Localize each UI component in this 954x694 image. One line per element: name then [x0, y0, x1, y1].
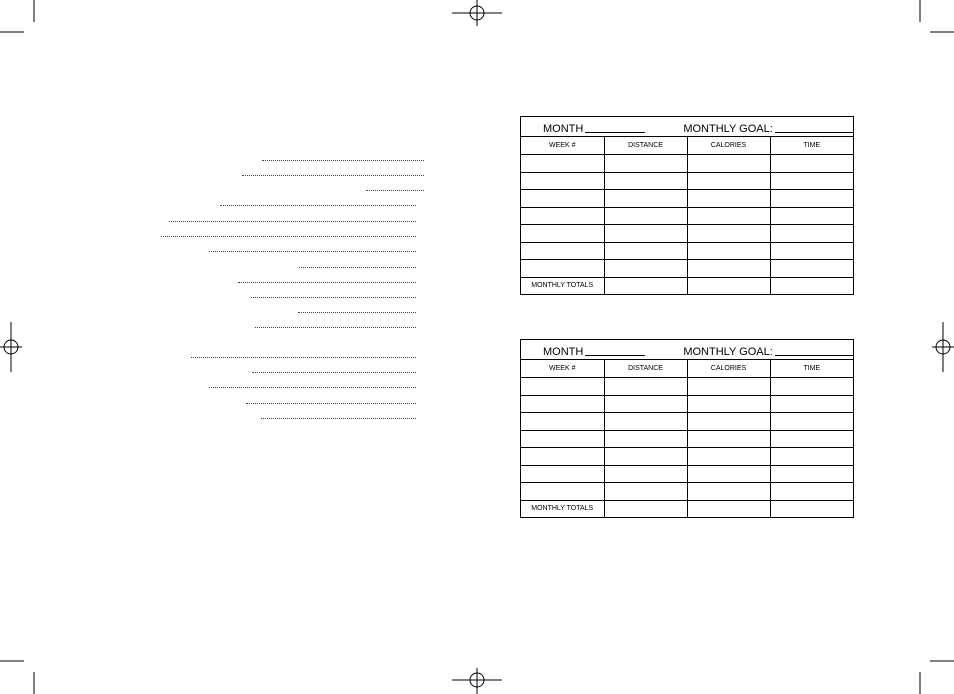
col-distance: DISTANCE — [604, 137, 687, 155]
time-cell[interactable] — [770, 155, 853, 173]
month-field[interactable] — [585, 122, 645, 133]
distance-cell[interactable] — [604, 190, 687, 208]
leader-line — [252, 372, 416, 373]
calories-cell[interactable] — [687, 483, 770, 501]
month-field[interactable] — [585, 345, 645, 356]
leader-line — [161, 236, 416, 237]
col-week: WEEK # — [521, 137, 604, 155]
distance-cell[interactable] — [604, 413, 687, 431]
leader-line — [209, 251, 416, 252]
table-row — [521, 395, 853, 413]
time-cell[interactable] — [770, 242, 853, 260]
calories-cell[interactable] — [687, 155, 770, 173]
leader-line — [262, 160, 424, 161]
leader-line — [255, 327, 416, 328]
week-cell[interactable] — [521, 172, 604, 190]
distance-cell[interactable] — [604, 242, 687, 260]
table-row — [521, 207, 853, 225]
week-cell[interactable] — [521, 430, 604, 448]
column-headers — [521, 137, 853, 155]
time-cell[interactable] — [770, 483, 853, 501]
leader-line — [220, 205, 416, 206]
time-cell[interactable] — [770, 260, 853, 278]
time-cell[interactable] — [770, 413, 853, 431]
monthly-log-table — [520, 116, 854, 295]
monthly-log-table — [520, 339, 854, 518]
time-total-cell[interactable] — [770, 500, 853, 517]
column-headers — [521, 360, 853, 378]
table-row — [521, 465, 853, 483]
distance-cell[interactable] — [604, 395, 687, 413]
distance-cell[interactable] — [604, 448, 687, 466]
distance-cell[interactable] — [604, 465, 687, 483]
monthly-goal-field[interactable] — [775, 345, 853, 356]
leader-line — [238, 282, 416, 283]
col-time: TIME — [770, 360, 853, 378]
leader-line — [261, 418, 416, 419]
calories-cell[interactable] — [687, 260, 770, 278]
monthly-goal-label: MONTHLY GOAL: — [683, 346, 773, 358]
week-cell[interactable] — [521, 413, 604, 431]
calories-cell[interactable] — [687, 190, 770, 208]
time-cell[interactable] — [770, 190, 853, 208]
time-cell[interactable] — [770, 395, 853, 413]
calories-cell[interactable] — [687, 242, 770, 260]
calories-total-cell[interactable] — [687, 277, 770, 294]
time-cell[interactable] — [770, 378, 853, 396]
col-week: WEEK # — [521, 360, 604, 378]
distance-total-cell[interactable] — [604, 277, 687, 294]
week-cell[interactable] — [521, 242, 604, 260]
time-cell[interactable] — [770, 465, 853, 483]
week-cell[interactable] — [521, 207, 604, 225]
time-cell[interactable] — [770, 172, 853, 190]
calories-cell[interactable] — [687, 225, 770, 243]
month-label: MONTH — [543, 346, 584, 358]
week-cell[interactable] — [521, 155, 604, 173]
week-cell[interactable] — [521, 483, 604, 501]
leader-line — [191, 357, 416, 358]
leader-line — [298, 312, 416, 313]
table-row — [521, 190, 853, 208]
log-header — [521, 117, 853, 137]
distance-cell[interactable] — [604, 378, 687, 396]
week-cell[interactable] — [521, 395, 604, 413]
time-cell[interactable] — [770, 448, 853, 466]
col-time: TIME — [770, 137, 853, 155]
week-cell[interactable] — [521, 190, 604, 208]
leader-line — [246, 403, 416, 404]
table-row — [521, 413, 853, 431]
week-cell[interactable] — [521, 378, 604, 396]
distance-cell[interactable] — [604, 155, 687, 173]
table-row — [521, 448, 853, 466]
table-row — [521, 260, 853, 278]
table-row — [521, 225, 853, 243]
distance-cell[interactable] — [604, 430, 687, 448]
distance-cell[interactable] — [604, 172, 687, 190]
col-calories: CALORIES — [687, 360, 770, 378]
calories-cell[interactable] — [687, 172, 770, 190]
table-row — [521, 172, 853, 190]
log-grid — [521, 137, 853, 294]
table-row — [521, 242, 853, 260]
table-row — [521, 430, 853, 448]
time-cell[interactable] — [770, 225, 853, 243]
table-row — [521, 155, 853, 173]
distance-cell[interactable] — [604, 483, 687, 501]
calories-cell[interactable] — [687, 378, 770, 396]
monthly-totals-label: MONTHLY TOTALS — [521, 500, 604, 517]
monthly-goal-field[interactable] — [775, 122, 853, 133]
time-cell[interactable] — [770, 207, 853, 225]
time-cell[interactable] — [770, 430, 853, 448]
leader-line — [242, 175, 424, 176]
time-total-cell[interactable] — [770, 277, 853, 294]
col-distance: DISTANCE — [604, 360, 687, 378]
month-label: MONTH — [543, 123, 584, 135]
distance-cell[interactable] — [604, 225, 687, 243]
calories-cell[interactable] — [687, 207, 770, 225]
monthly-goal-label: MONTHLY GOAL: — [683, 123, 773, 135]
week-cell[interactable] — [521, 260, 604, 278]
leader-line — [209, 387, 416, 388]
leader-line — [366, 190, 424, 191]
log-grid — [521, 360, 853, 517]
totals-row — [521, 277, 853, 294]
leader-line — [299, 267, 416, 268]
calories-cell[interactable] — [687, 465, 770, 483]
week-cell[interactable] — [521, 465, 604, 483]
week-cell[interactable] — [521, 225, 604, 243]
week-cell[interactable] — [521, 448, 604, 466]
log-header — [521, 340, 853, 360]
calories-cell[interactable] — [687, 430, 770, 448]
col-calories: CALORIES — [687, 137, 770, 155]
distance-cell[interactable] — [604, 207, 687, 225]
calories-cell[interactable] — [687, 395, 770, 413]
leader-line — [169, 221, 416, 222]
leader-line — [251, 297, 416, 298]
distance-total-cell[interactable] — [604, 500, 687, 517]
calories-cell[interactable] — [687, 413, 770, 431]
table-row — [521, 483, 853, 501]
table-row — [521, 378, 853, 396]
calories-cell[interactable] — [687, 448, 770, 466]
distance-cell[interactable] — [604, 260, 687, 278]
monthly-totals-label: MONTHLY TOTALS — [521, 277, 604, 294]
totals-row — [521, 500, 853, 517]
calories-total-cell[interactable] — [687, 500, 770, 517]
